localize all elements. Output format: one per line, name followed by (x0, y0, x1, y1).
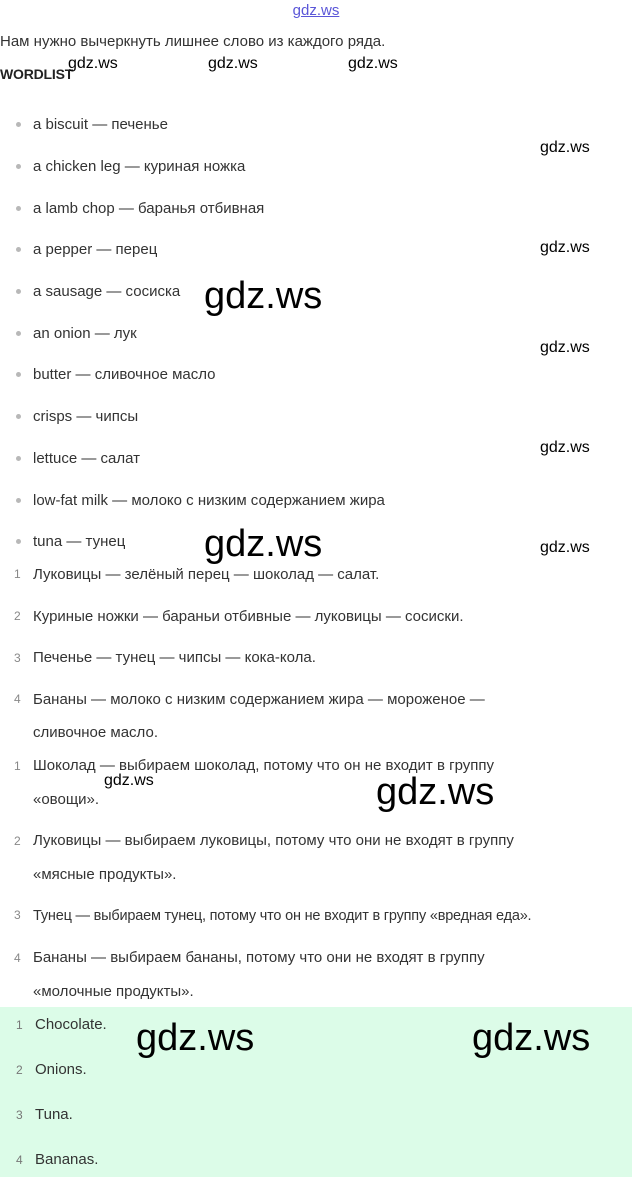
watermark: gdz.ws (204, 275, 323, 317)
bullet-icon (16, 456, 21, 461)
bullet-icon (16, 539, 21, 544)
list-item: tuna — тунец (0, 521, 632, 563)
row-text: Луковицы — зелёный перец — шоколад — салат. (33, 566, 380, 583)
watermark: gdz.ws (68, 55, 118, 72)
site-link[interactable]: gdz.ws (292, 2, 340, 19)
answer-number: 4 (16, 1153, 23, 1167)
watermark: gdz.ws (208, 55, 258, 72)
answer-text: Onions. (35, 1061, 87, 1078)
explanation-number: 1 (14, 759, 21, 773)
explanation-text: «молочные продукты». (33, 983, 194, 1000)
answer-text: Chocolate. (35, 1016, 107, 1033)
watermark: gdz.ws (472, 1017, 591, 1059)
answer-number: 2 (16, 1063, 23, 1077)
wordlist-heading: WORDLIST (0, 66, 74, 82)
answer-number: 3 (16, 1108, 23, 1122)
watermark: gdz.ws (540, 139, 590, 156)
row-text: Бананы — молоко с низким содержанием жира — мороженое — (33, 691, 485, 708)
explanation-number: 2 (14, 834, 21, 848)
bullet-icon (16, 331, 21, 336)
bullet-icon (16, 247, 21, 252)
bullet-icon (16, 498, 21, 503)
watermark: gdz.ws (540, 339, 590, 356)
list-item: a biscuit — печенье (0, 104, 632, 146)
list-item: lettuce — салат (0, 438, 632, 480)
watermark: gdz.ws (540, 439, 590, 456)
list-item: a sausage — сосиска (0, 271, 632, 313)
bullet-icon (16, 414, 21, 419)
row-number: 1 (14, 567, 21, 581)
wordlist (0, 104, 632, 563)
watermark: gdz.ws (136, 1017, 255, 1059)
list-item: a pepper — перец (0, 229, 632, 271)
watermark: gdz.ws (204, 523, 323, 565)
intro-text: Нам нужно вычеркнуть лишнее слово из каждого ряда. (0, 33, 386, 50)
row-text: Куриные ножки — бараньи отбивные — луковицы — сосиски. (33, 608, 464, 625)
watermark: gdz.ws (376, 771, 495, 813)
row-number: 2 (14, 609, 21, 623)
explanation-number: 3 (14, 908, 21, 922)
bullet-icon (16, 122, 21, 127)
bullet-icon (16, 206, 21, 211)
list-item: a lamb chop — баранья отбивная (0, 187, 632, 229)
bullet-icon (16, 289, 21, 294)
list-item: an onion — лук (0, 312, 632, 354)
list-item: low-fat milk — молоко с низким содержанием жира (0, 479, 632, 521)
answer-text: Bananas. (35, 1151, 99, 1168)
explanation-text: Шоколад — выбираем шоколад, потому что он не входит в группу (33, 757, 494, 774)
row-number: 3 (14, 651, 21, 665)
explanation-text: Тунец — выбираем тунец, потому что он не входит в группу «вредная еда». (33, 908, 532, 924)
explanation-number: 4 (14, 951, 21, 965)
row-text: Печенье — тунец — чипсы — кока-кола. (33, 649, 316, 666)
explanation-text: «овощи». (33, 791, 100, 808)
answer-number: 1 (16, 1018, 23, 1032)
row-number: 4 (14, 692, 21, 706)
list-item: butter — сливочное масло (0, 354, 632, 396)
watermark: gdz.ws (348, 55, 398, 72)
explanation-text: Бананы — выбираем бананы, потому что они не входят в группу (33, 949, 485, 966)
bullet-icon (16, 372, 21, 377)
row-text: сливочное масло. (33, 724, 158, 741)
answer-text: Tuna. (35, 1106, 73, 1123)
watermark: gdz.ws (104, 772, 154, 789)
watermark: gdz.ws (540, 239, 590, 256)
watermark: gdz.ws (540, 539, 590, 556)
list-item: a chicken leg — куриная ножка (0, 146, 632, 188)
explanation-text: Луковицы — выбираем луковицы, потому что они не входят в группу (33, 832, 514, 849)
bullet-icon (16, 164, 21, 169)
list-item: crisps — чипсы (0, 396, 632, 438)
explanation-text: «мясные продукты». (33, 866, 177, 883)
